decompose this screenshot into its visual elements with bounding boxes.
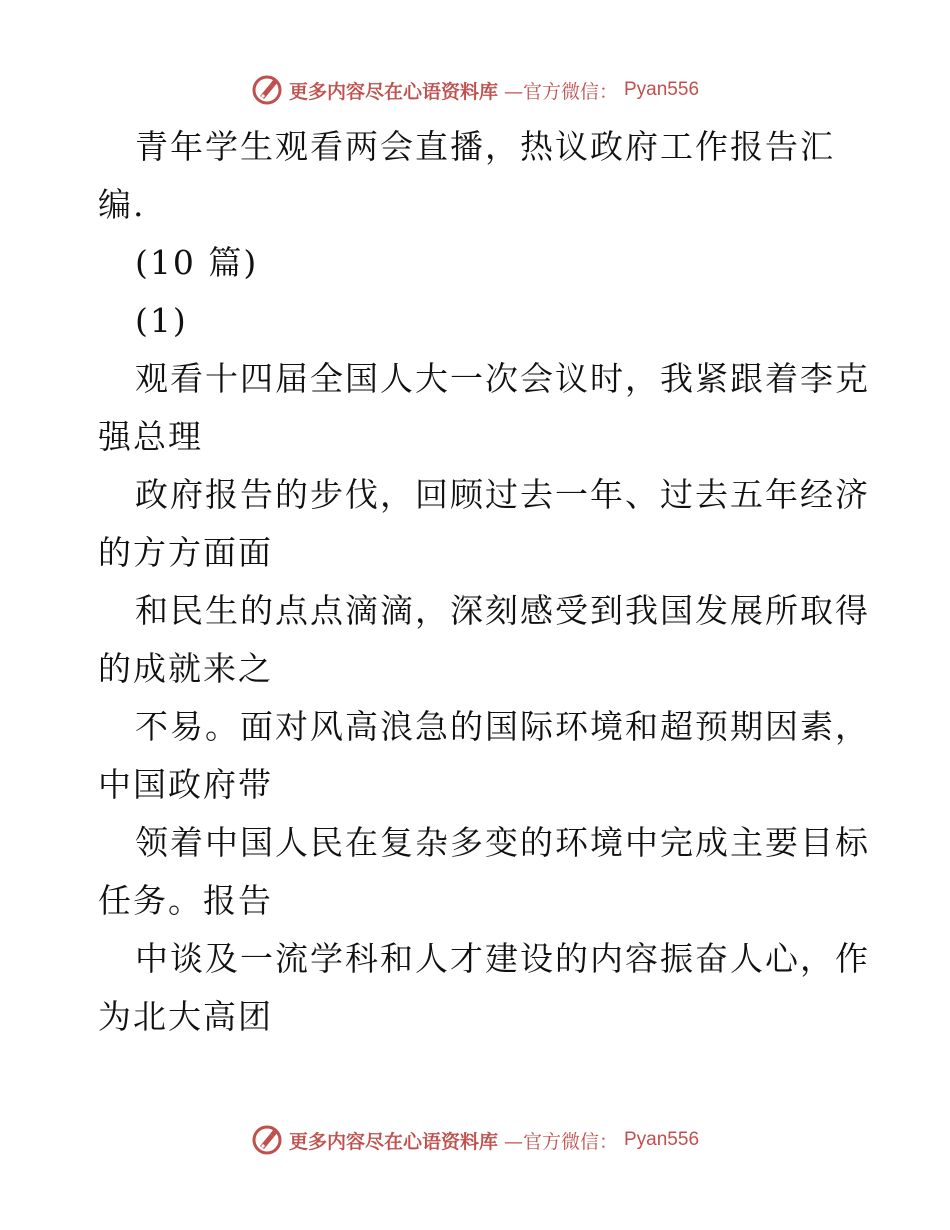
body-line: 领着中国人民在复杂多变的环境中完成主要目标 xyxy=(135,823,870,862)
pen-nib-circle-icon xyxy=(251,74,283,106)
body-line: 的成就来之 xyxy=(98,649,273,688)
header-watermark xyxy=(0,72,950,108)
body-line: 的方方面面 xyxy=(98,533,273,572)
body-line: 观看十四届全国人大一次会议时，我紧跟着李克 xyxy=(135,359,870,398)
body-line: 中国政府带 xyxy=(98,765,273,804)
body-line: 和民生的点点滴滴，深刻感受到我国发展所取得 xyxy=(135,591,870,630)
body-line: 中谈及一流学科和人才建设的内容振奋人心，作 xyxy=(135,939,870,978)
watermark-account: Pyan556 xyxy=(624,1129,700,1150)
watermark-official: —官方微信： xyxy=(503,1130,618,1153)
body-line: 政府报告的步伐，回顾过去一年、过去五年经济 xyxy=(135,475,870,514)
body-line: (1) xyxy=(135,301,188,340)
document-body xyxy=(98,118,870,1046)
body-line: 青年学生观看两会直播，热议政府工作报告汇 xyxy=(135,127,835,166)
pen-nib-circle-icon xyxy=(251,1124,283,1156)
watermark-brand: 更多内容尽在心语资料库 xyxy=(288,1130,498,1153)
body-line: (10 篇) xyxy=(135,243,259,282)
body-line: 编. xyxy=(98,185,146,224)
watermark-brand: 更多内容尽在心语资料库 xyxy=(288,80,498,103)
watermark-account: Pyan556 xyxy=(624,79,700,100)
body-line: 任务。报告 xyxy=(98,881,273,920)
footer-watermark xyxy=(0,1122,950,1158)
body-line: 不易。面对风高浪急的国际环境和超预期因素， xyxy=(135,707,870,746)
body-line: 强总理 xyxy=(98,417,203,456)
watermark-official: —官方微信： xyxy=(503,80,618,103)
body-line: 为北大高团 xyxy=(98,997,273,1036)
